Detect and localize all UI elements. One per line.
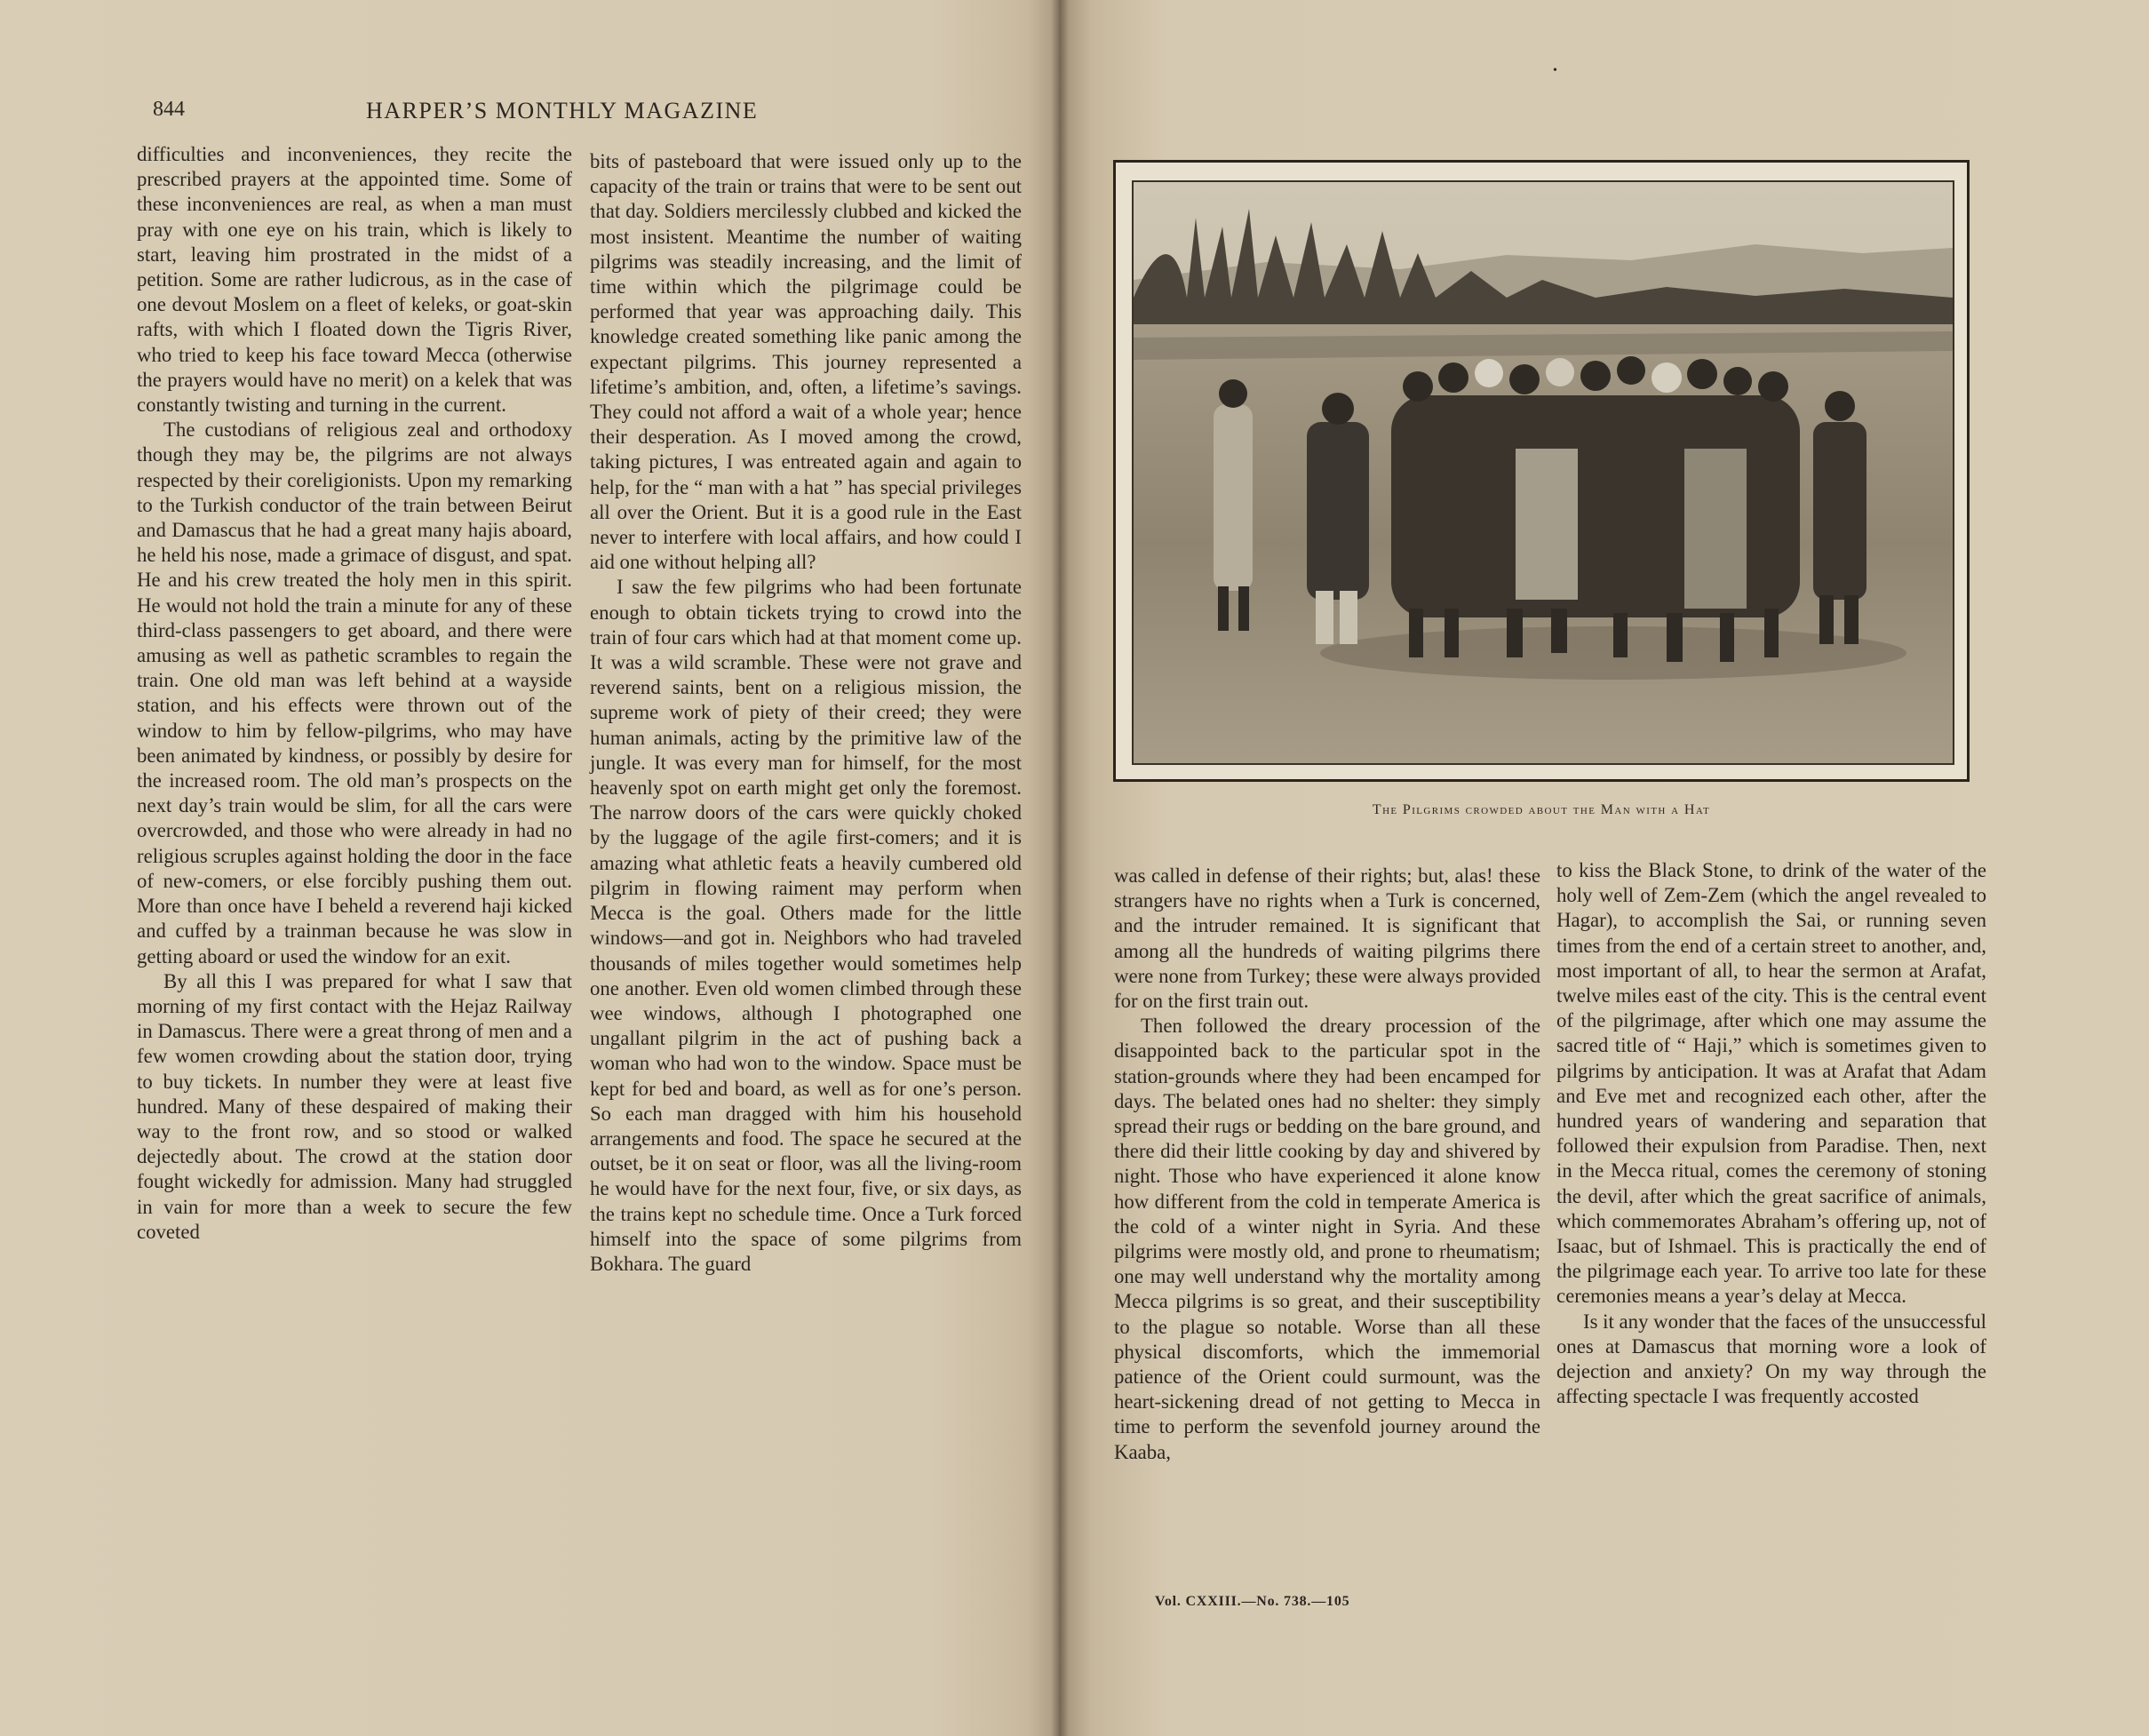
paragraph: was called in defense of their rights; but, alas! these strangers have no rights when a Turk is concerned, and the intruder remained. It is significant that among all the hundreds of waiting pilgrims there were none from Turkey; these were always provided for on the first train out.: [1114, 864, 1540, 1013]
photo-frame: [1113, 160, 1970, 782]
photo-illustration: [1134, 182, 1953, 763]
running-head: HARPER’S MONTHLY MAGAZINE: [366, 98, 759, 123]
paragraph: The custodians of religious zeal and orthodoxy though they may be, the pilgrims are not always respected by their coreligionists. Upon my remarking to the Turkish conductor of the train between Beirut and Damascus that he had a great many hajis aboard, he held his nose, made a grimace of disgust, and spat. He and his crew treated the holy men in this spirit. He would not hold the train a minute for any of these third-class passengers to get aboard, and there were amusing as well as pathetic scrambles to regain the train. One old man was left behind at a wayside station, and his effects were thrown out of the window to him by fellow-pilgrims, who may have been animated by kindness, or possibly by desire for the increased room. The old man’s prospects on the next day’s train would be slim, for all the cars were overcrowded, and those who were already in had no religious scruples against holding the door in the face of new-comers, or else forcibly pushing them out. More than once have I beheld a reverend haji kicked and cuffed by a trainman because he was slow in getting aboard or used the window for an exit.: [137, 418, 572, 968]
pilgrims-photo: [1132, 180, 1954, 765]
paragraph: Then followed the dreary procession of the disappointed back to the particular spot in the station-grounds where they had been encamped for days. The belated ones had no shelter: they simply spread their rugs or bedding on the bare ground, and there did their little cooking by day and shivered by night. Those who have experienced it alone know how different from the cold in temperate America is the cold of a winter night in Syria. And these pilgrims were mostly old, and prone to rheumatism; one may well understand why the mortality among Mecca pilgrims is so great, and their susceptibility to the plague so notable. Worse than all these physical discomforts, which the immemorial patience of the Orient could surmount, was the heart-sickening dread of not getting to Mecca in time to perform the sevenfold journey around the Kaaba,: [1114, 1015, 1540, 1463]
gutter-shadow: [1051, 0, 1069, 1736]
paragraph: to kiss the Black Stone, to drink of the water of the holy well of Zem-Zem (which the angel revealed to Hagar), to accomplish the Sai, or running seven times from the end of a certain street to another, and, most important of all, to hear the sermon at Arafat, twelve miles east of the city. This is the central event of the pilgrimage, after which one may assume the sacred title of “ Haji,” which is sometimes given to pilgrims by anticipation. It was at Arafat that Adam and Eve met and recognized each other, after the hundred years of wandering and separation that followed their expulsion from Paradise. Then, next in the Mecca ritual, comes the ceremony of stoning the devil, after which the great sacrifice of animals, which commemorates Abraham’s offering up, not of Isaac, but of Ishmael. This is practically the end of the pilgrimage each year. To arrive too late for these ceremonies means a year’s delay at Mecca.: [1556, 859, 1986, 1308]
volume-signature: Vol. CXXIII.—No. 738.—105: [1155, 1594, 1350, 1609]
text-column-2: [590, 149, 1022, 1277]
paragraph: bits of pasteboard that were issued only up to the capacity of the train or trains that were to be sent out that day. Soldiers mercilessly clubbed and kicked the most insistent. Meantime the number of waiting pilgrims was steadily increasing, and the limit of time within which the pilgrimage could be performed that year was approaching daily. This knowledge created something like panic among the expectant pilgrims. This journey represented a lifetime’s ambition, and, often, a lifetime’s savings. They could not afford a wait of a whole year; hence their desperation. As I moved among the crowd, taking pictures, I was entreated again and again to help, for the “ man with a hat ” has special privileges all over the Orient. But it is a good rule in the East never to interfere with local affairs, and how could I aid one without helping all?: [590, 150, 1022, 574]
paragraph: Is it any wonder that the faces of the unsuccessful ones at Damascus that morning wore a look of dejection and anxiety? On my way through the affecting spectacle I was frequently accosted: [1556, 1310, 1986, 1408]
printer-mark: •: [1553, 64, 1557, 77]
page-number: 844: [153, 98, 185, 121]
left-page: [0, 0, 1059, 1736]
paragraph: By all this I was prepared for what I saw that morning of my first contact with the Hejaz Railway in Damascus. There were a great throng of men and a few women crowding about the station door, trying to buy tickets. In number they were at least five hundred. Many of these despaired of making their way to the front row, and so stood or walked dejectedly about. The crowd at the station door fought wickedly for admission. Many had struggled in vain for more than a week to secure the few coveted: [137, 969, 572, 1243]
photo-caption: The Pilgrims crowded about the Man with a Hat: [1372, 802, 1711, 817]
paragraph: I saw the few pilgrims who had been fortunate enough to obtain tickets trying to crowd into the train of four cars which had at that moment come up. It was a wild scramble. These were not grave and reverend saints, bent on a religious mission, the supreme work of piety of their creed; they were human animals, acting by the primitive law of the jungle. It was every man for himself, for the most heavenly spot on earth might get only the foremost. The narrow doors of the cars were quickly choked by the luggage of the agile first-comers; and it is amazing what athletic feats a heavily cumbered old pilgrim in flowing raiment may perform when Mecca is the goal. Others made for the little windows—and got in. Neighbors who had traveled thousands of miles together would sometimes help one another. Even old women climbed through these wee windows, although I photographed one ungallant pilgrim in the act of pushing back a woman who had won to the window. Space must be kept for bed and board, as well as for one’s person. So each man dragged with him his household arrangements and food. The space he secured at the outset, be it on seat or floor, was all the living-room he would have for the next four, five, or six days, as the trains kept no schedule time. Once a Turk forced himself into the space of some pilgrims from Bokhara. The guard: [590, 576, 1022, 1275]
page-header: [153, 98, 1041, 133]
text-column-3: [1114, 864, 1540, 1465]
text-column-4: [1556, 858, 1986, 1409]
paragraph: difficulties and inconveniences, they recite the prescribed prayers at the appointed time. Some of these inconveniences are real, as when a man must pray with one eye on his train, which is likely to start, leaving him prostrated in the midst of a petition. Some are rather ludicrous, as in the case of one devout Moslem on a fleet of keleks, or goat-skin rafts, with which I floated down the Tigris River, who tried to keep his face toward Mecca (otherwise the prayers would have no merit) on a kelek that was constantly twisting and turning in the current.: [137, 143, 572, 417]
text-column-1: [137, 142, 572, 1245]
